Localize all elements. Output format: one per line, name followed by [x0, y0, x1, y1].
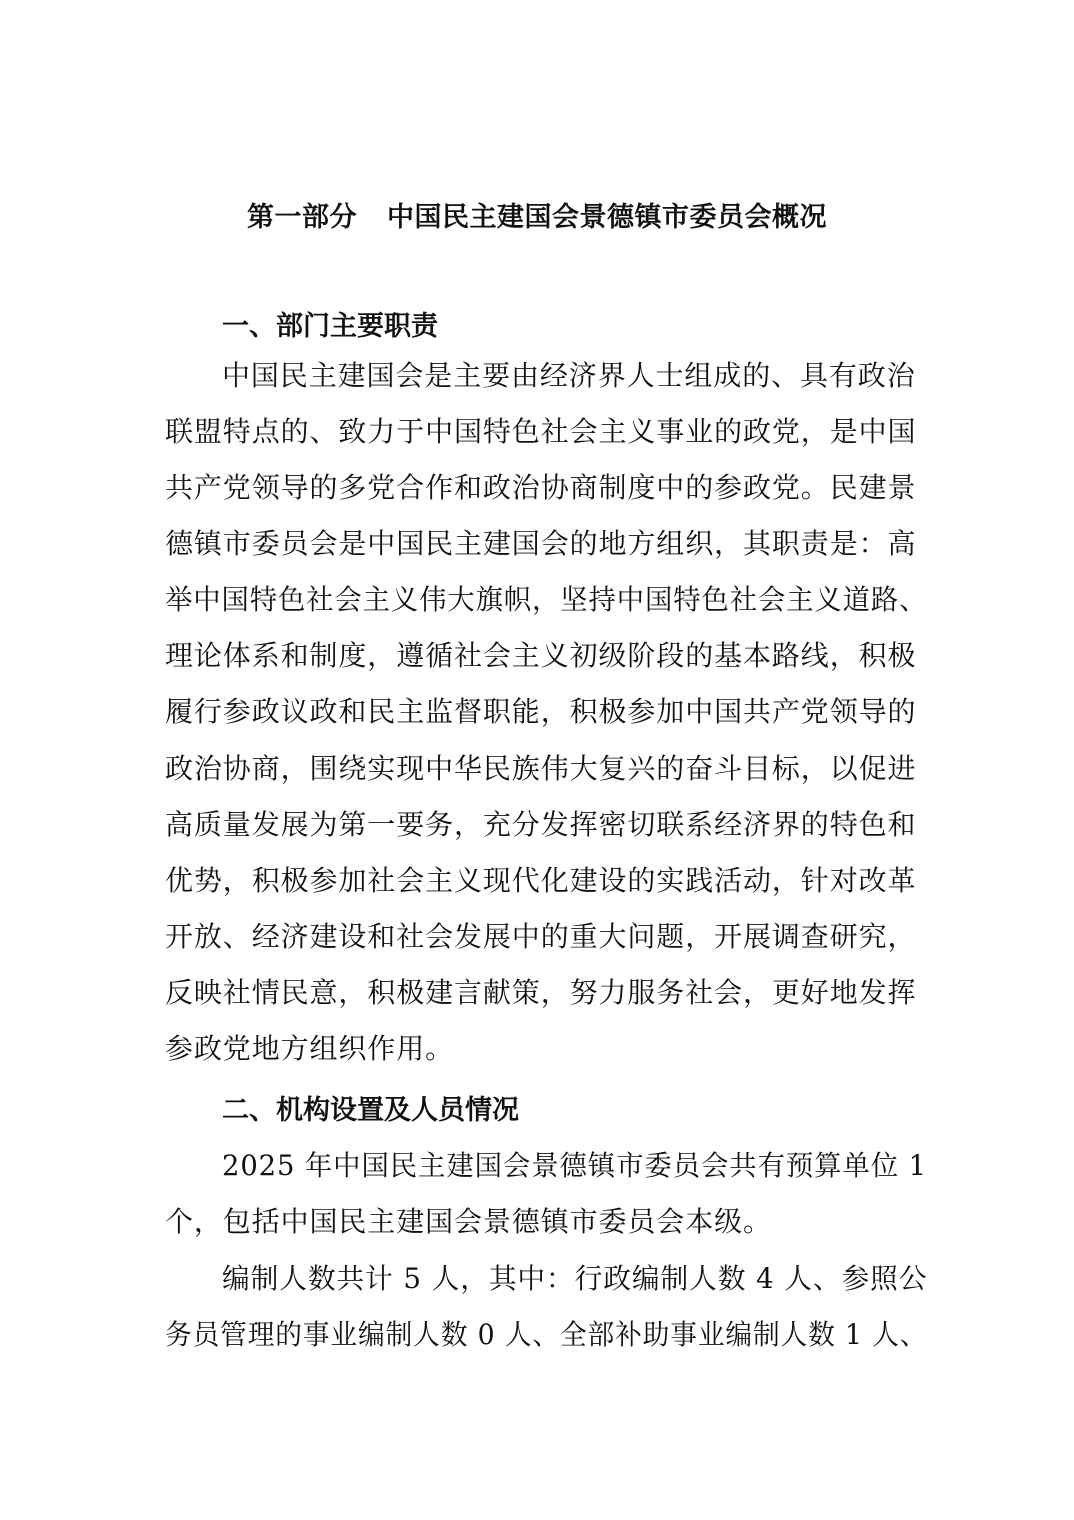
paragraph-line: 中国民主建国会是主要由经济界人士组成的、具有政治 [222, 359, 916, 392]
paragraph-line: 开放、经济建设和社会发展中的重大问题，开展调查研究， [165, 920, 917, 953]
page-title [0, 196, 1074, 240]
paragraph-line: 政治协商，围绕实现中华民族伟大复兴的奋斗目标，以促进 [165, 752, 917, 785]
paragraph-line: 高质量发展为第一要务，充分发挥密切联系经济界的特色和 [165, 808, 917, 841]
paragraph-line: 共产党领导的多党合作和政治协商制度中的参政党。民建景 [165, 471, 917, 504]
paragraph-line: 反映社情民意，积极建言献策，努力服务社会，更好地发挥 [165, 976, 917, 1009]
paragraph-line: 个，包括中国民主建国会景德镇市委员会本级。 [165, 1205, 772, 1238]
paragraph-line: 编制人数共计 5 人，其中：行政编制人数 4 人、参照公 [222, 1262, 928, 1295]
paragraph-line: 联盟特点的、致力于中国特色社会主义事业的政党，是中国 [165, 415, 917, 448]
paragraph-line: 举中国特色社会主义伟大旗帜，坚持中国特色社会主义道路、 [165, 583, 928, 616]
paragraph-line: 理论体系和制度，遵循社会主义初级阶段的基本路线，积极 [165, 639, 917, 672]
paragraph-line: 参政党地方组织作用。 [165, 1032, 455, 1065]
title-part: 第一部分 [247, 202, 357, 233]
paragraph-line: 履行参政议政和民主监督职能，积极参加中国共产党领导的 [165, 695, 917, 728]
paragraph-line: 德镇市委员会是中国民主建国会的地方组织，其职责是：高 [165, 527, 917, 560]
paragraph-line: 2025 年中国民主建国会景德镇市委员会共有预算单位 1 [222, 1149, 927, 1182]
section-heading-organization: 二、机构设置及人员情况 [222, 1095, 519, 1126]
paragraph-line: 务员管理的事业编制人数 0 人、全部补助事业编制人数 1 人、 [165, 1318, 928, 1351]
title-main: 中国民主建国会景德镇市委员会概况 [387, 202, 827, 233]
paragraph-line: 优势，积极参加社会主义现代化建设的实践活动，针对改革 [165, 864, 917, 897]
section-heading-duties: 一、部门主要职责 [222, 311, 438, 342]
